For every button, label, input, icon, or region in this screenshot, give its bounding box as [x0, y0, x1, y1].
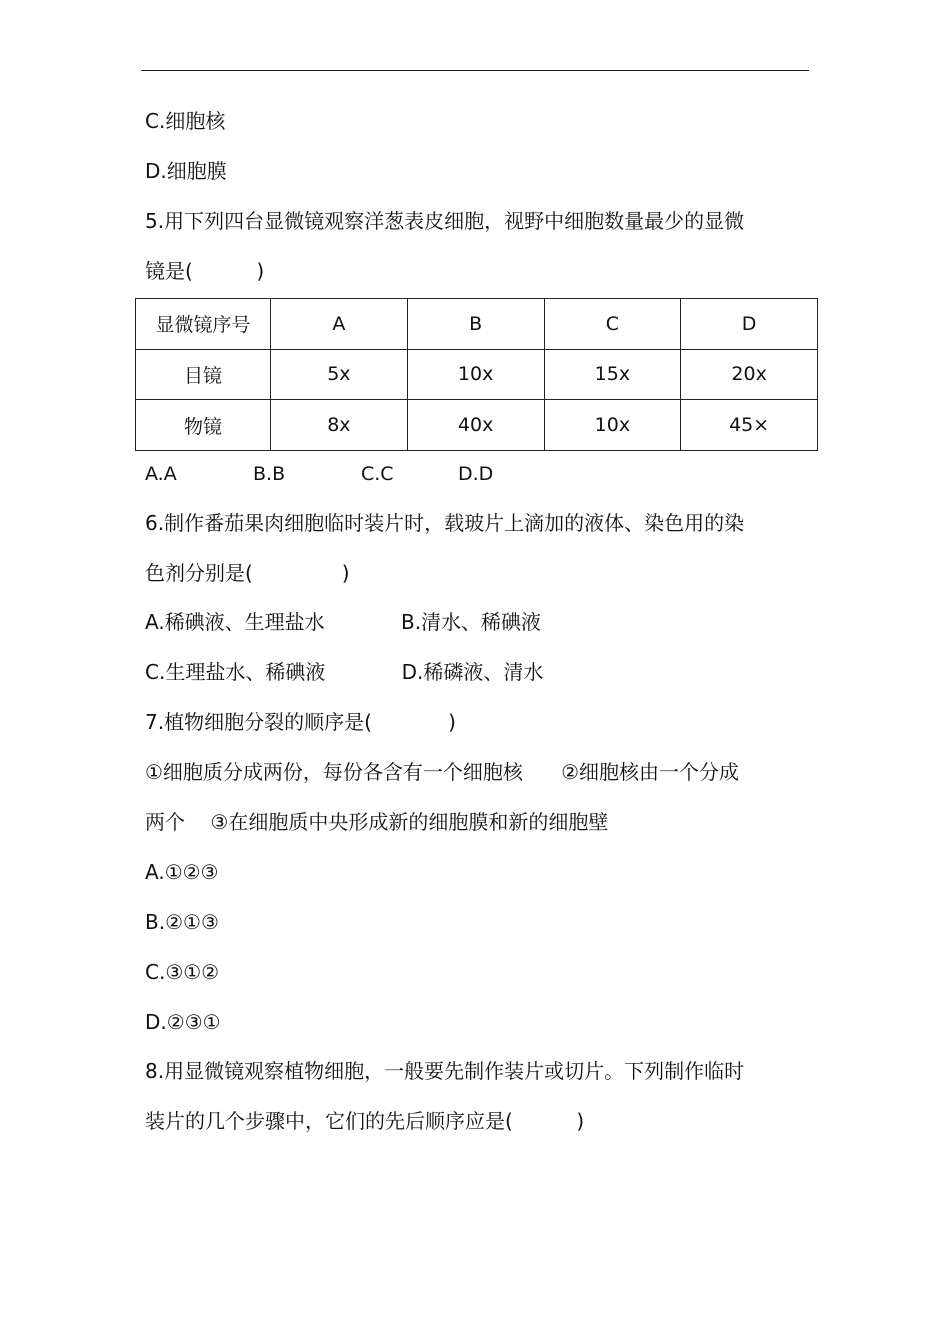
q5-option-b: B.B — [253, 463, 286, 485]
question-8-line-2: 装片的几个步骤中，它们的先后顺序应是( ) — [145, 1109, 585, 1133]
question-5-line-1: 5.用下列四台显微镜观察洋葱表皮细胞，视野中细胞数量最少的显微 — [145, 209, 745, 233]
question-8-line-1: 8.用显微镜观察植物细胞，一般要先制作装片或切片。下列制作临时 — [145, 1059, 745, 1083]
q5-option-a: A.A — [145, 463, 177, 485]
question-6-options-1: A.稀碘液、生理盐水 B.清水、稀碘液 — [145, 610, 542, 634]
table-header-cell: B — [407, 299, 544, 350]
header-rule — [141, 70, 809, 71]
table-header-row — [136, 299, 818, 350]
option-c-nucleus: C.细胞核 — [145, 109, 226, 133]
question-6-line-1: 6.制作番茄果肉细胞临时装片时，载玻片上滴加的液体、染色用的染 — [145, 511, 745, 535]
table-cell: 20x — [681, 349, 818, 400]
table-cell: 40x — [407, 400, 544, 451]
question-7-statements-2: 两个 ③在细胞质中央形成新的细胞膜和新的细胞壁 — [145, 810, 609, 834]
table-cell: 物镜 — [136, 400, 271, 451]
q7-option-d: D.②③① — [145, 1010, 221, 1034]
table-header-cell: C — [544, 299, 681, 350]
table-header-cell: 显微镜序号 — [136, 299, 271, 350]
table-cell: 45× — [681, 400, 818, 451]
question-7-stem: 7.植物细胞分裂的顺序是( ) — [145, 710, 456, 734]
question-5-line-2: 镜是( ) — [145, 259, 265, 283]
table-cell: 8x — [271, 400, 408, 451]
table-cell: 目镜 — [136, 349, 271, 400]
question-7-statements-1: ①细胞质分成两份，每份各含有一个细胞核 ②细胞核由一个分成 — [145, 760, 740, 784]
table-row — [136, 400, 818, 451]
q5-option-d: D.D — [458, 463, 494, 485]
q7-option-a: A.①②③ — [145, 860, 219, 884]
q5-option-c: C.C — [361, 463, 394, 485]
table-cell: 10x — [407, 349, 544, 400]
table-cell: 15x — [544, 349, 681, 400]
option-d-membrane: D.细胞膜 — [145, 159, 227, 183]
q7-option-b: B.②①③ — [145, 910, 219, 934]
table-header-cell: D — [681, 299, 818, 350]
table-cell: 10x — [544, 400, 681, 451]
table-header-cell: A — [271, 299, 408, 350]
microscope-table — [135, 298, 818, 451]
question-6-line-2: 色剂分别是( ) — [145, 561, 350, 585]
q7-option-c: C.③①② — [145, 960, 220, 984]
table-cell: 5x — [271, 349, 408, 400]
table-row — [136, 349, 818, 400]
question-6-options-2: C.生理盐水、稀碘液 D.稀磷液、清水 — [145, 660, 544, 684]
